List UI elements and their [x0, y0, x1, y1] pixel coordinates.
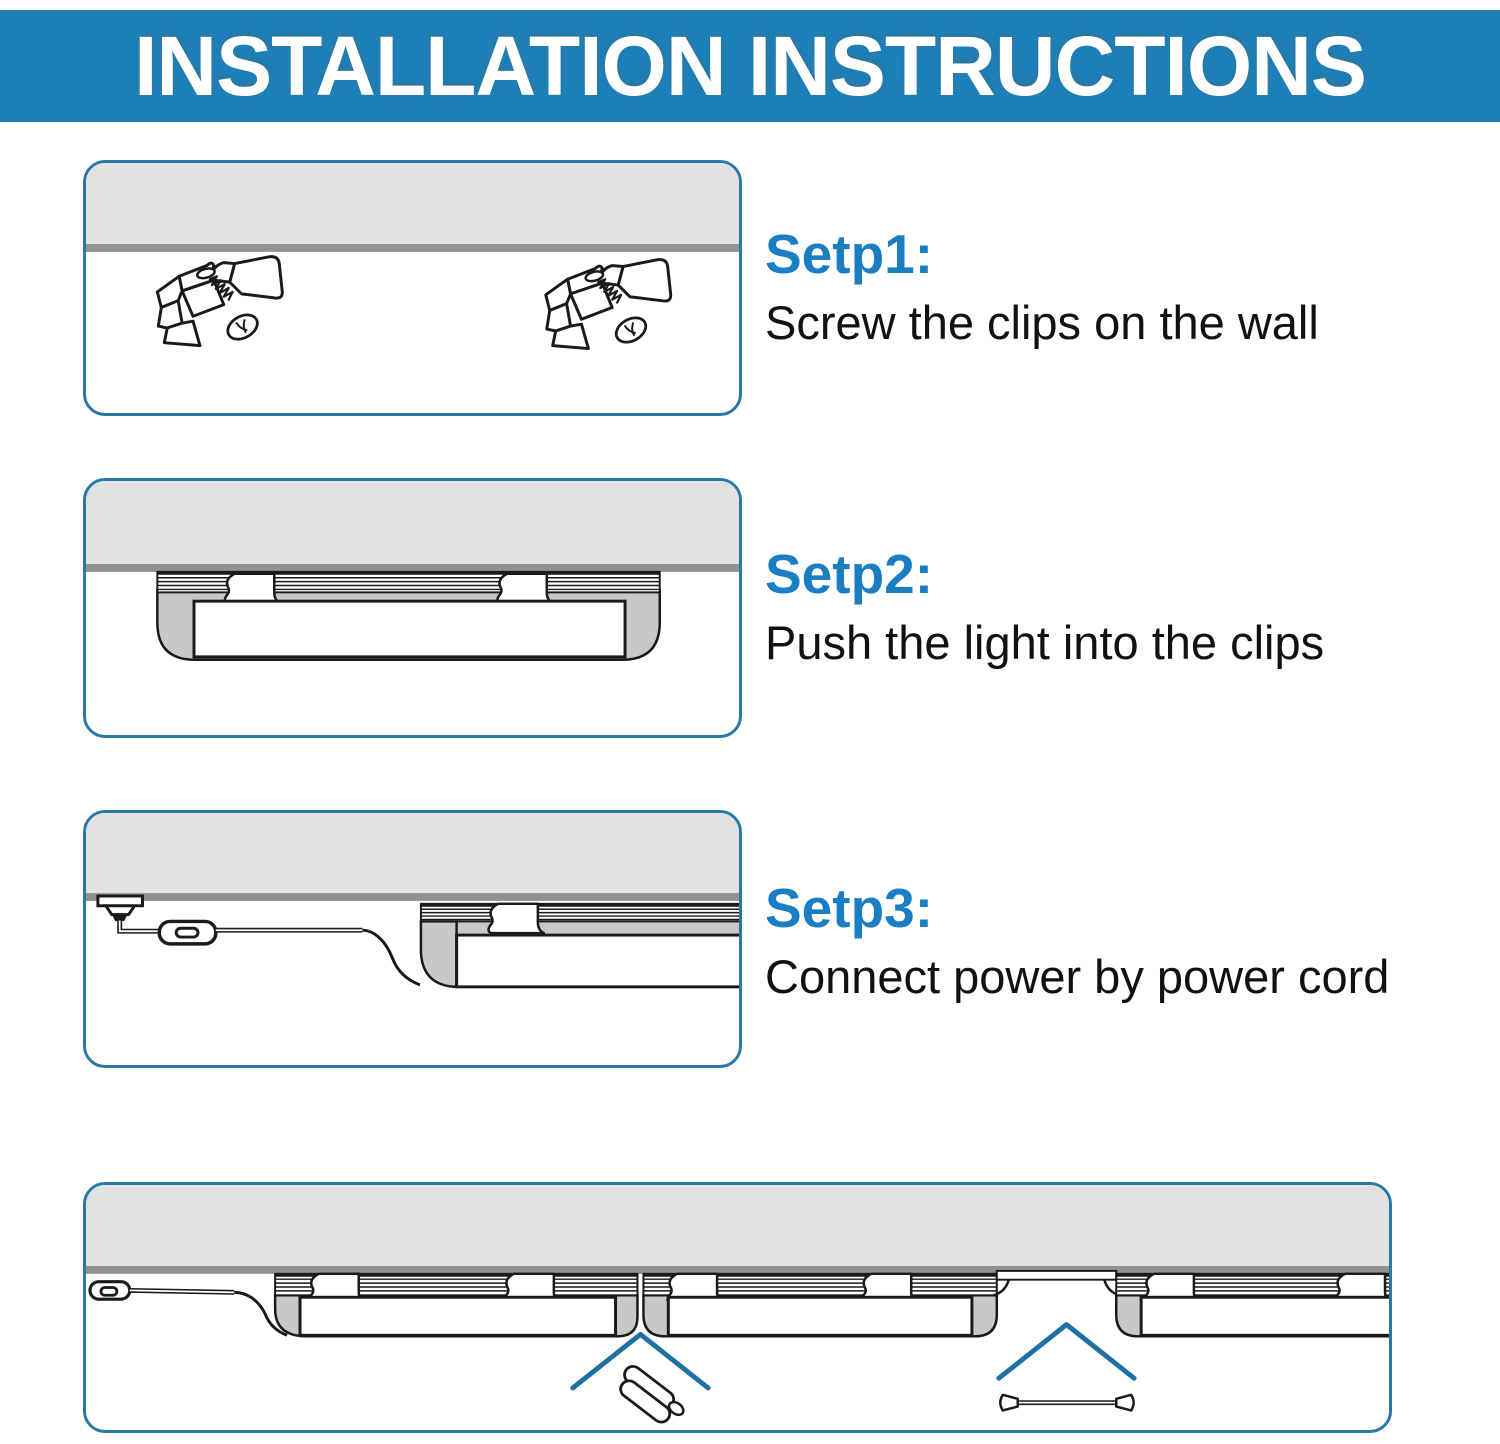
switch-box-icon	[159, 921, 215, 943]
led-fixture-drawing	[643, 1274, 996, 1336]
led-fixture-drawing	[1116, 1274, 1389, 1336]
led-fixture-drawing	[157, 572, 659, 660]
clip-tab-icon	[225, 574, 280, 603]
wall-surface	[86, 1185, 1389, 1266]
mounting-clip-icon	[546, 260, 671, 349]
step3-diagram	[83, 810, 742, 1068]
wall-surface	[86, 813, 739, 893]
fixture-lens	[194, 601, 625, 657]
wire-connector-icon	[1000, 1395, 1133, 1411]
power-plug-icon	[98, 896, 143, 920]
clip-tab-icon	[489, 904, 544, 933]
wall-surface	[86, 163, 739, 244]
led-fixture-drawing	[421, 904, 739, 987]
power-cord	[216, 930, 420, 985]
fixture-lens	[668, 1297, 972, 1335]
gap-bridge	[994, 1271, 1119, 1295]
step3-text	[765, 877, 1390, 1004]
pin-connector-icon	[613, 1363, 688, 1430]
callout-chevron-icon	[999, 1325, 1134, 1379]
step2-diagram	[83, 478, 742, 738]
fixture-lens	[1141, 1297, 1389, 1335]
mounting-clip-icon	[157, 257, 282, 346]
step1-description: Screw the clips on the wall	[765, 296, 1319, 350]
step2-text	[765, 543, 1325, 670]
power-cord	[130, 1290, 287, 1335]
step1-text	[765, 223, 1319, 350]
step1-label: Setp1:	[765, 223, 934, 285]
power-cord	[120, 920, 160, 931]
led-fixture-drawing	[275, 1274, 637, 1336]
clip-tab-icon	[497, 574, 552, 603]
step2-description: Push the light into the clips	[765, 616, 1325, 670]
wall-edge	[86, 244, 739, 252]
fixture-lens	[457, 935, 739, 987]
assembly-diagram	[83, 1182, 1392, 1433]
step1-diagram	[83, 160, 742, 416]
wall-surface	[86, 481, 739, 564]
fixture-lens	[300, 1297, 616, 1335]
page-title: INSTALLATION INSTRUCTIONS	[134, 18, 1366, 113]
header-banner	[0, 10, 1500, 122]
wall-connector-icon	[90, 1282, 130, 1300]
step2-label: Setp2:	[765, 543, 934, 605]
step3-label: Setp3:	[765, 877, 934, 939]
wall-edge	[86, 564, 739, 572]
wall-edge	[86, 893, 739, 901]
step3-description: Connect power by power cord	[765, 950, 1390, 1004]
